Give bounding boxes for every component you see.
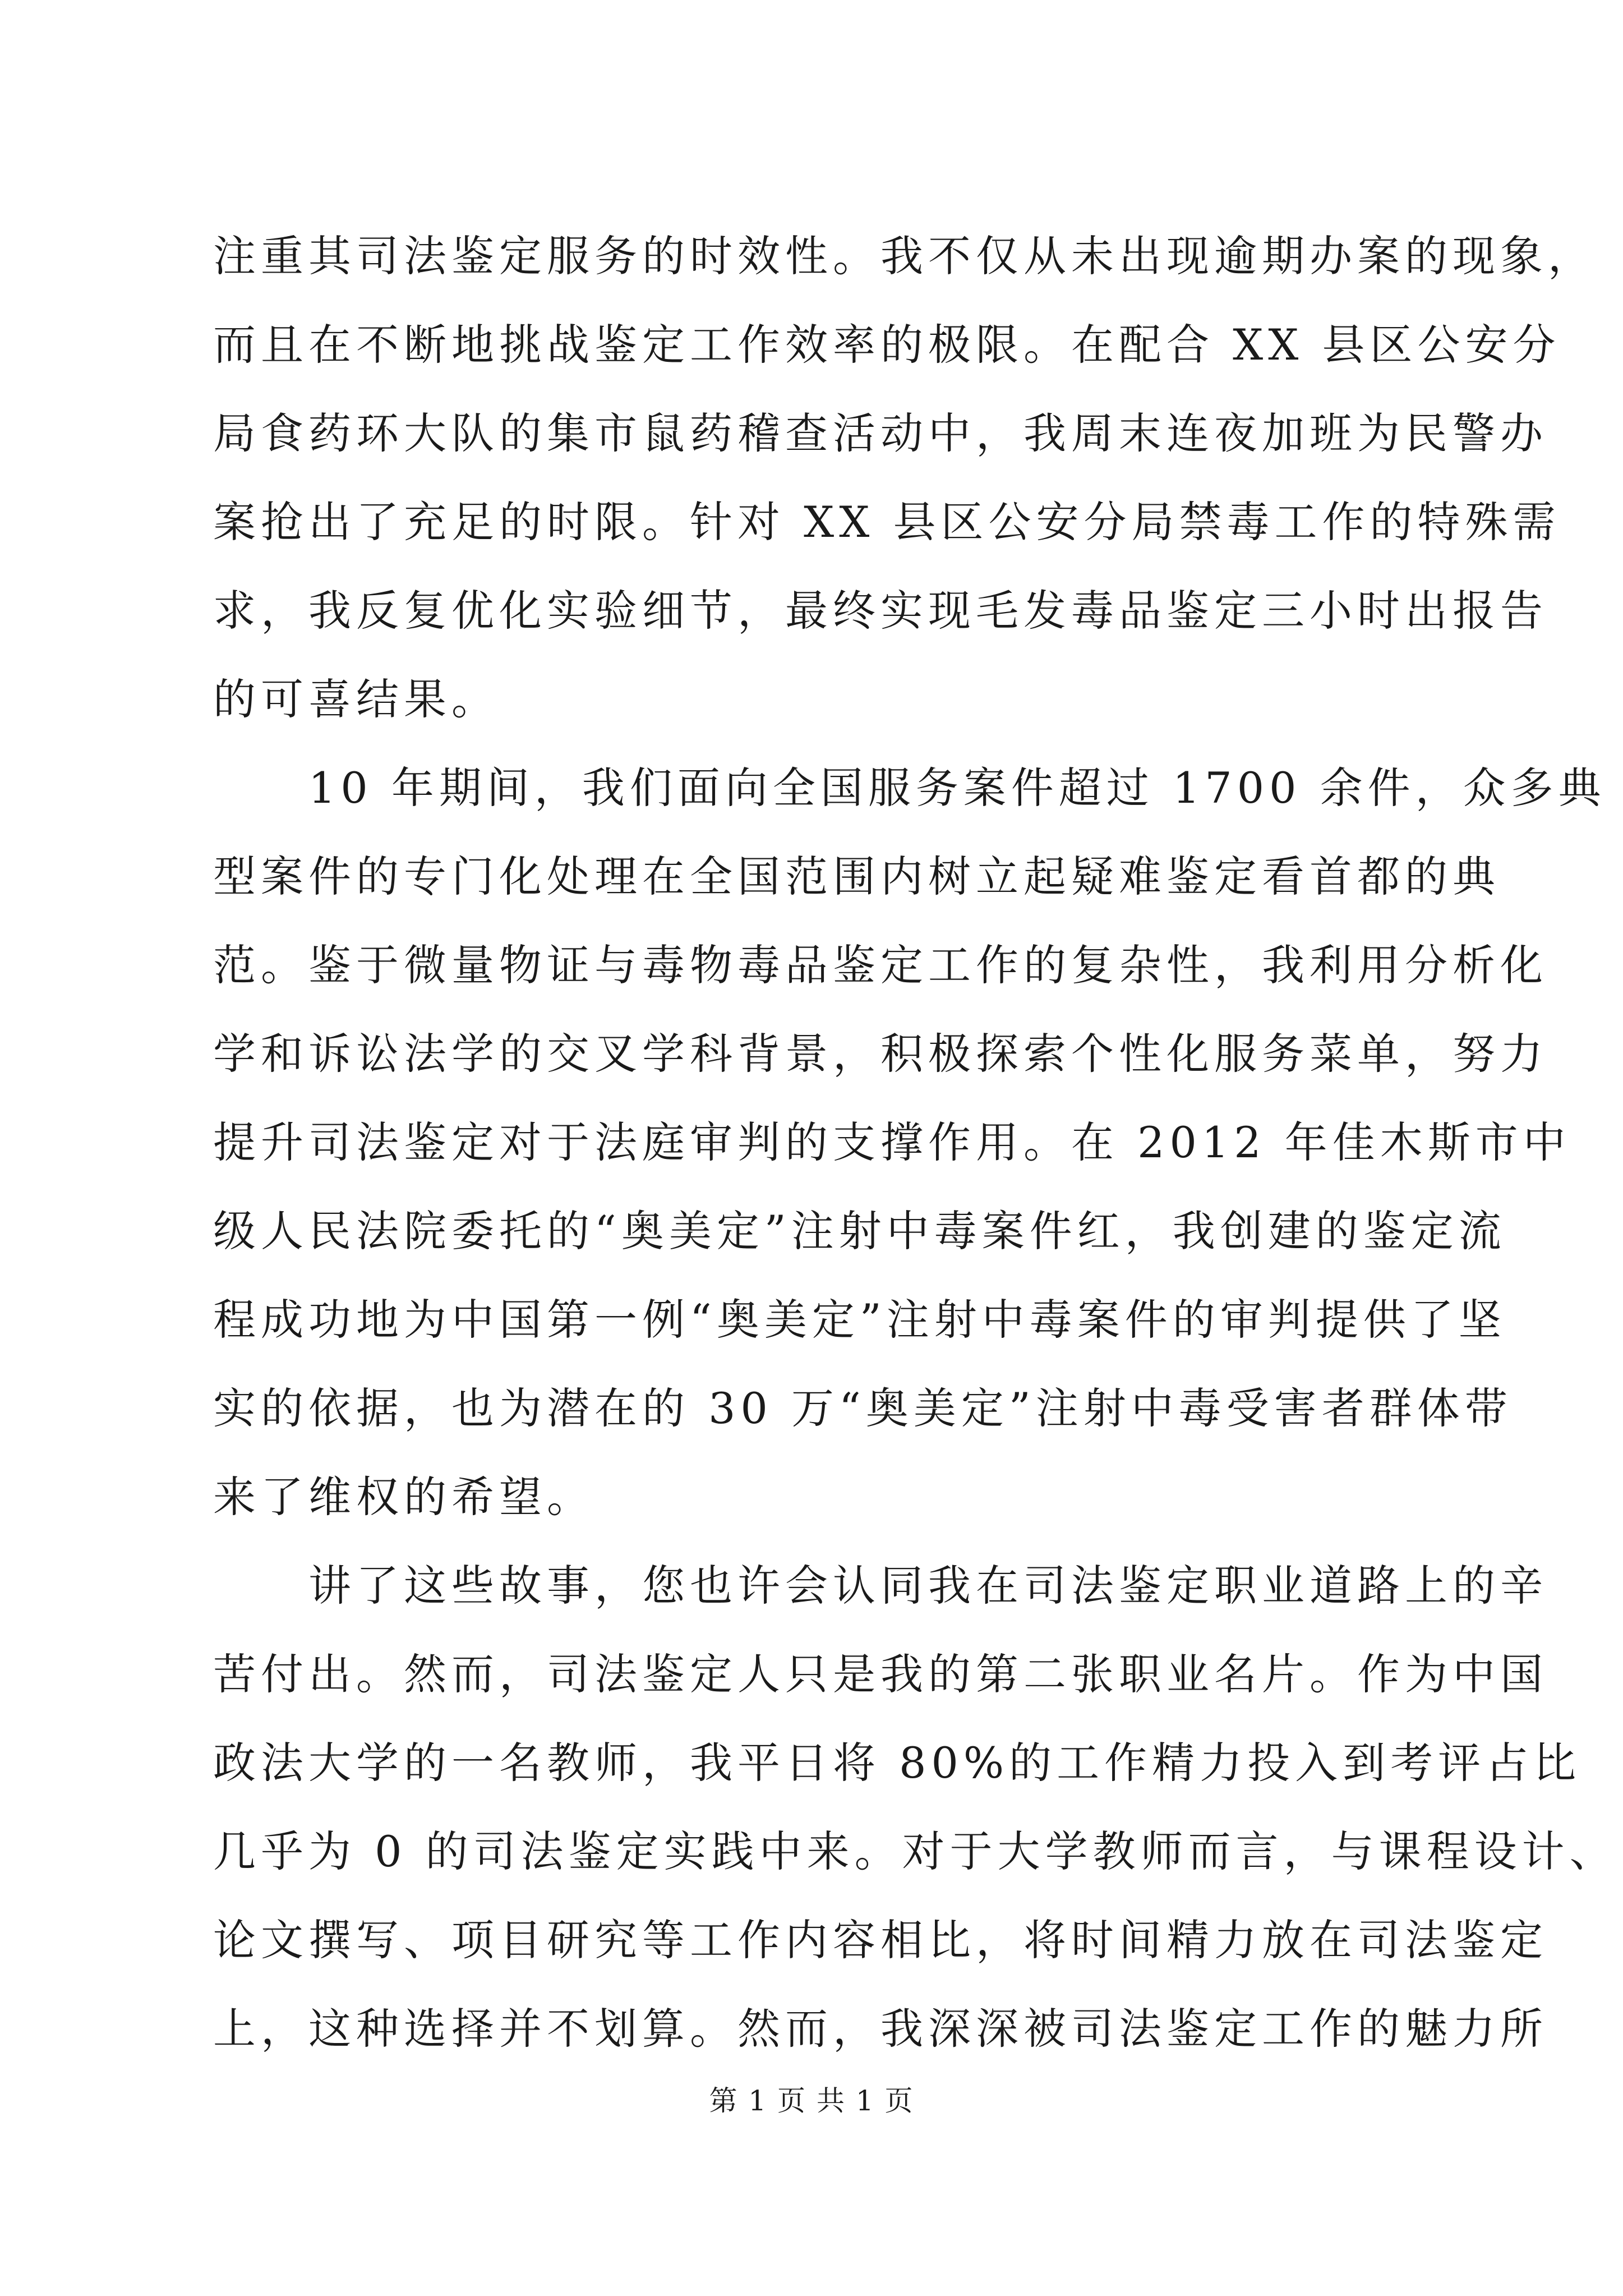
text-line: 案抢出了充足的时限。针对 XX 县区公安分局禁毒工作的特殊需 — [213, 497, 1561, 547]
text-line: 10 年期间，我们面向全国服务案件超过 1700 余件，众多典 — [213, 763, 1606, 813]
text-line: 注重其司法鉴定服务的时效性。我不仅从未出现逾期办案的现象， — [213, 231, 1596, 281]
text-line: 型案件的专门化处理在全国范围内树立起疑难鉴定看首都的典 — [213, 852, 1500, 901]
text-line: 级人民法院委托的“奥美定”注射中毒案件红，我创建的鉴定流 — [213, 1206, 1506, 1256]
text-line: 政法大学的一名教师，我平日将 80%的工作精力投入到考评占比 — [213, 1738, 1581, 1788]
text-line: 实的依据，也为潜在的 30 万“奥美定”注射中毒受害者群体带 — [213, 1383, 1513, 1433]
text-line: 学和诉讼法学的交叉学科背景，积极探索个性化服务菜单，努力 — [213, 1029, 1548, 1079]
text-line: 几乎为 0 的司法鉴定实践中来。对于大学教师而言，与课程设计、 — [213, 1826, 1617, 1876]
page-footer: 第 1 页 共 1 页 — [709, 2085, 914, 2117]
text-line: 提升司法鉴定对于法庭审判的支撑作用。在 2012 年佳木斯市中 — [213, 1117, 1571, 1167]
text-line: 而且在不断地挑战鉴定工作效率的极限。在配合 XX 县区公安分 — [213, 320, 1561, 370]
text-line: 讲了这些故事，您也许会认同我在司法鉴定职业道路上的辛 — [213, 1561, 1548, 1611]
body-text — [213, 212, 1617, 2073]
text-line: 的可喜结果。 — [213, 674, 499, 724]
text-line: 论文撰写、项目研究等工作内容相比，将时间精力放在司法鉴定 — [213, 1915, 1548, 1965]
text-line: 程成功地为中国第一例“奥美定”注射中毒案件的审判提供了坚 — [213, 1295, 1506, 1345]
text-line: 求，我反复优化实验细节，最终实现毛发毒品鉴定三小时出报告 — [213, 586, 1548, 636]
text-line: 范。鉴于微量物证与毒物毒品鉴定工作的复杂性，我利用分析化 — [213, 940, 1548, 990]
text-line: 来了维权的希望。 — [213, 1472, 594, 1522]
text-line: 局食药环大队的集市鼠药稽查活动中，我周末连夜加班为民警办 — [213, 408, 1548, 458]
text-line: 苦付出。然而，司法鉴定人只是我的第二张职业名片。作为中国 — [213, 1649, 1548, 1699]
text-line: 上，这种选择并不划算。然而，我深深被司法鉴定工作的魅力所 — [213, 2004, 1548, 2054]
